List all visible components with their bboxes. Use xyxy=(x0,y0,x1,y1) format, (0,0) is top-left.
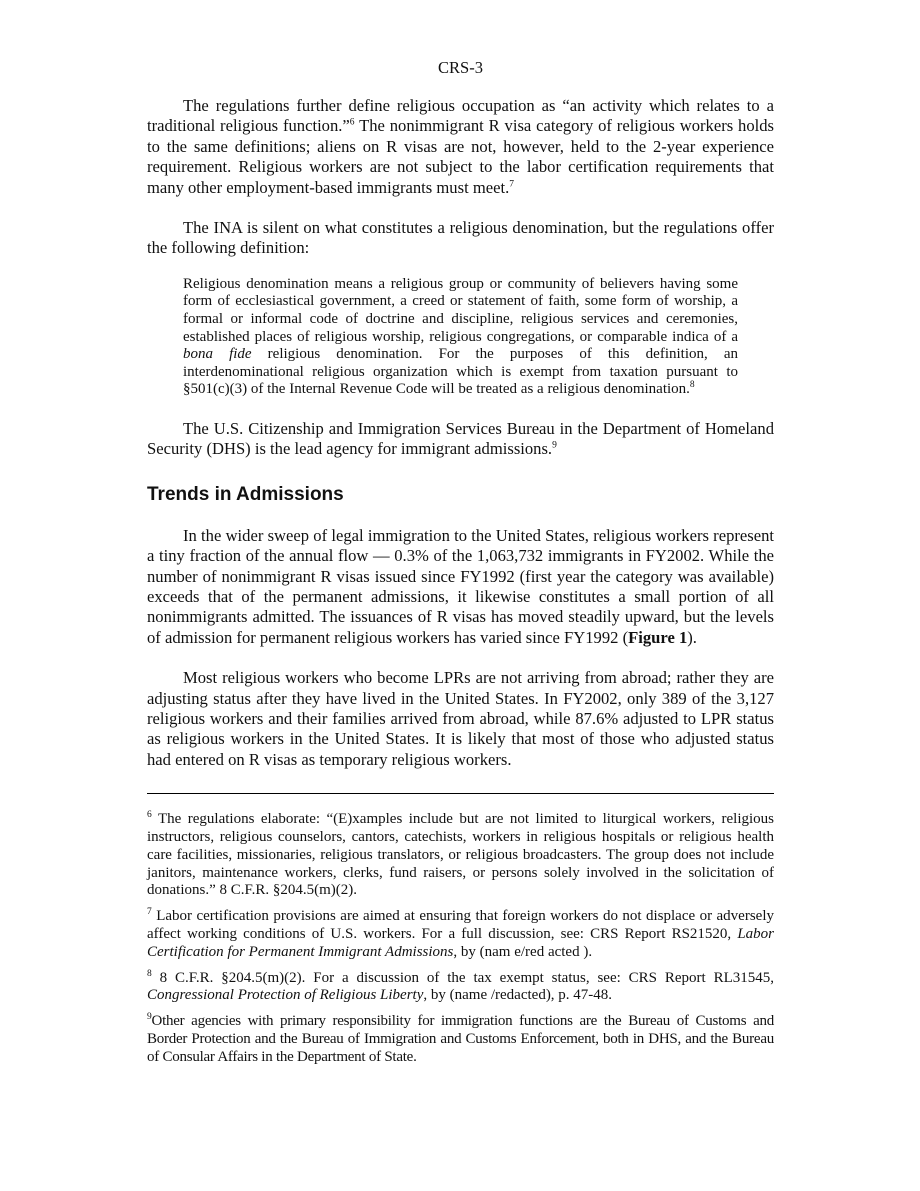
footnote-text: , by (name /redacted), p. 47-48. xyxy=(423,987,613,1004)
footnote-number: 8 xyxy=(147,968,152,979)
report-title: Congressional Protection of Religious Liberty xyxy=(147,987,424,1004)
paragraph-text: In the wider sweep of legal immigration to the United States, religious workers represent a tiny fraction of the annual flow — 0.3% of the 1,063,732 immigrants in FY2002. While the number of nonimmigrant R visas issued since FY1992 (first year the category was available) exceeds that of the permanent admissions, it likewise constitutes a small portion of all nonimmigrants admitted. The issuances of R visas has moved steadily upward, but the levels of admission for permanent religious workers has varied since FY1992 ( xyxy=(147,525,774,647)
footnote-number: 6 xyxy=(147,810,152,821)
footnote-ref-7[interactable]: 7 xyxy=(509,179,514,190)
quote-italic-term: bona fide xyxy=(183,346,252,363)
footnote-number: 9 xyxy=(147,1012,152,1023)
footnote-text: The regulations elaborate: “(E)xamples include but are not limited to liturgical workers, religious instructors, religious counselors, cantors, catechists, workers in religious hospitals or religious health care facilities, missionaries, religious translators, or religious broadcasters. The group does not include janitors, maintenance workers, clerks, fund raisers, or persons solely involved in the solicitation of donations.” 8 C.F.R. §204.5(m)(2). xyxy=(147,811,774,899)
footnote-ref-6[interactable]: 6 xyxy=(349,117,355,128)
paragraph-uscis-lead-agency xyxy=(147,419,774,460)
footnote-text: Labor certification provisions are aimed at ensuring that foreign workers do not displace or adversely affect working conditions of U.S. workers. For a full discussion, see: CRS Report RS21520, xyxy=(147,908,774,943)
footnote-7 xyxy=(147,908,774,961)
footnote-8 xyxy=(147,970,774,1006)
paragraph-adjusting-status: Most religious workers who become LPRs are not arriving from abroad; rather they are adjusting status after they have lived in the United States. In FY2002, only 389 of the 3,127 religious workers and their families arrived from abroad, while 87.6% adjusted to LPR status as religious workers in the United States. It is likely that most of those who adjusted status had entered on R visas as temporary religious workers. xyxy=(147,668,774,769)
paragraph-text: The regulations further define religious occupation as “an activity which relates to a traditional religious function.” xyxy=(147,96,774,136)
quote-text: religious denomination. For the purposes of this definition, an interdenominational religious organization which is exempt from taxation pursuant to §501(c)(3) of the Internal Revenue Code will be treated as a religious denomination. xyxy=(183,346,738,398)
paragraph-religious-occupation xyxy=(147,96,774,198)
report-title: Labor Certification for Permanent Immigrant Admissions xyxy=(147,926,774,960)
footnote-number: 7 xyxy=(147,907,152,918)
footnote-text: Other agencies with primary responsibility for immigration functions are the Bureau of Customs and Border Protection and the Bureau of Immigration and Customs Enforcement, both in DHS, and the Bureau of Consular Affairs in the Department of State. xyxy=(147,1013,774,1065)
paragraph-admission-trends xyxy=(147,526,774,648)
paragraph-ina-definition: The INA is silent on what constitutes a religious denomination, but the regulations offer the following definition: xyxy=(147,218,774,258)
footnote-divider xyxy=(147,793,774,794)
footnotes xyxy=(147,811,774,1066)
footnote-6 xyxy=(147,811,774,900)
section-heading: Trends in Admissions xyxy=(147,483,344,505)
footnote-9 xyxy=(147,1013,774,1066)
body-text xyxy=(147,96,774,1075)
paragraph-text: The nonimmigrant R visa category of religious workers holds to the same definitions; aliens on R visas are not, however, held to the 2-year experience requirement. Religious workers are not subject to the labor certification requirements that many other employment-based immigrants must meet. xyxy=(147,116,774,197)
quote-text: Religious denomination means a religious group or community of believers having some form of ecclesiastical government, a creed or statement of faith, some form of worship, a formal or informal code of doctrine and discipline, religious services and ceremonies, established places of religious worship, religious congregations, or comparable indica of a xyxy=(183,275,738,345)
figure-reference: Figure 1 xyxy=(628,627,688,647)
block-quote-definition xyxy=(183,276,738,399)
footnote-ref-8[interactable]: 8 xyxy=(689,380,695,391)
footnote-text: , by (nam e/red acted ). xyxy=(453,943,593,960)
footnote-text: 8 C.F.R. §204.5(m)(2). For a discussion of the tax exempt status, see: CRS Report RL31545, xyxy=(151,969,774,986)
paragraph-text: ). xyxy=(687,627,697,647)
page-header: CRS-3 xyxy=(438,58,483,77)
footnote-ref-9[interactable]: 9 xyxy=(552,440,557,451)
paragraph-text: The U.S. Citizenship and Immigration Services Bureau in the Department of Homeland Security (DHS) is the lead agency for immigrant admissions. xyxy=(147,419,774,459)
